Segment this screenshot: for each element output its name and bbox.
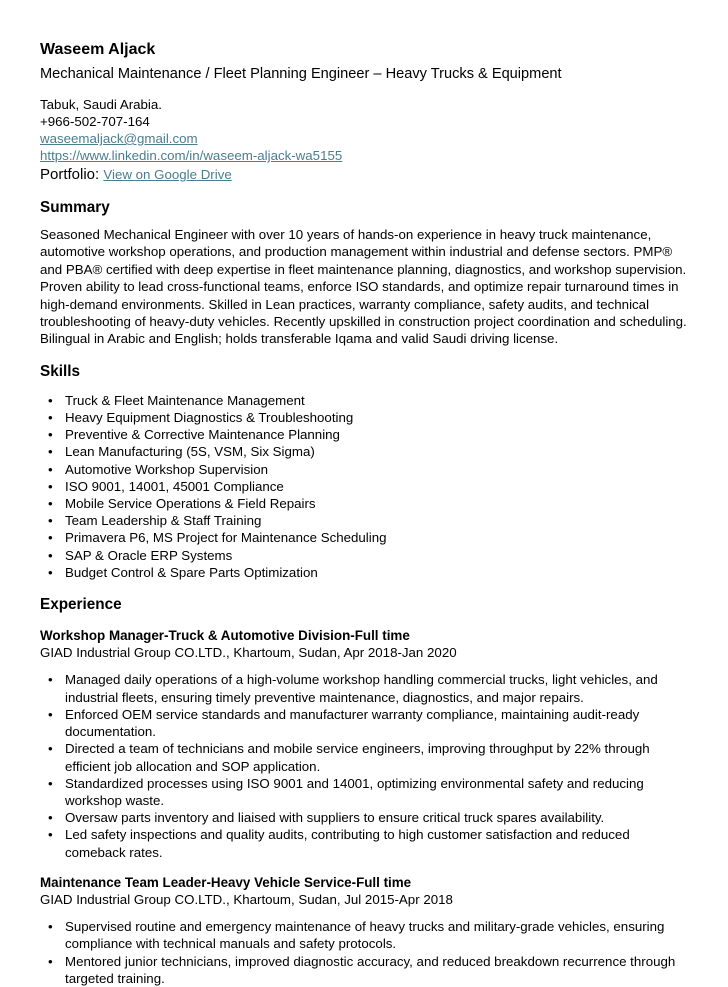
linkedin-link[interactable]: https://www.linkedin.com/in/waseem-aljack-wa5155	[40, 148, 343, 163]
job-bullet-text: Supervised routine and emergency maintenance of heavy trucks and military-grade vehicles, ensuring compliance with technical manuals and safety protocols.	[65, 919, 665, 952]
list-item	[40, 461, 690, 478]
contact-location: Tabuk, Saudi Arabia.	[40, 97, 162, 112]
section-experience	[40, 595, 690, 987]
skill-text: Primavera P6, MS Project for Maintenance Scheduling	[65, 530, 387, 546]
skill-text: Team Leadership & Staff Training	[65, 513, 262, 529]
skill-text: Heavy Equipment Diagnostics & Troubleshooting	[65, 410, 354, 426]
summary-heading: Summary	[40, 199, 110, 216]
list-item	[40, 671, 690, 705]
skills-list	[40, 392, 690, 581]
experience-heading: Experience	[40, 596, 122, 614]
list-item	[40, 478, 690, 495]
skill-text: Automotive Workshop Supervision	[65, 461, 268, 477]
skill-text: Preventive & Corrective Maintenance Planning	[65, 427, 340, 443]
list-item	[40, 918, 690, 952]
list-item	[40, 809, 690, 826]
skill-text: Lean Manufacturing (5S, VSM, Six Sigma)	[65, 444, 315, 460]
list-item	[40, 547, 690, 564]
portfolio-drive-link[interactable]: View on Google Drive	[103, 167, 232, 182]
job-entry	[40, 627, 690, 861]
list-item	[40, 409, 690, 426]
job-bullet-text: Standardized processes using ISO 9001 and 14001, optimizing environmental safety and reducing workshop waste.	[65, 775, 644, 808]
job-company-line: GIAD Industrial Group CO.LTD., Khartoum, Sudan, Jul 2015-Apr 2018	[40, 891, 453, 907]
list-item	[40, 775, 690, 809]
job-entry	[40, 874, 690, 987]
contact-phone: +966-502-707-164	[40, 114, 150, 129]
skills-heading: Skills	[40, 362, 80, 380]
bullet-icon: •	[48, 547, 53, 563]
portfolio-label: Portfolio:	[40, 166, 100, 183]
job-bullet-text: Enforced OEM service standards and manufacturer warranty compliance, maintaining audit-ready documentation.	[65, 706, 640, 740]
bullet-icon: •	[48, 392, 53, 408]
list-item	[40, 706, 690, 740]
bullet-icon: •	[48, 410, 53, 426]
bullet-icon: •	[48, 775, 53, 791]
bullet-icon: •	[48, 427, 53, 443]
bullet-icon: •	[48, 496, 53, 512]
list-item	[40, 392, 690, 409]
job-bullet-text: Led safety inspections and quality audits, contributing to high customer satisfaction and reduced comeback rates.	[65, 827, 630, 860]
job-bullet-text: Oversaw parts inventory and liaised with suppliers to ensure critical truck spares availability.	[65, 810, 605, 826]
list-item	[40, 529, 690, 546]
job-title: Maintenance Team Leader-Heavy Vehicle Service-Full time	[40, 874, 412, 890]
bullet-icon: •	[48, 741, 53, 757]
person-name: Waseem Aljack	[40, 41, 156, 58]
bullet-icon: •	[48, 706, 53, 722]
job-bullet-text: Managed daily operations of a high-volume workshop handling commercial trucks, light vehicles, and industrial fleets, ensuring timely preventive maintenance, diagnostics, and major repairs.	[65, 672, 658, 705]
list-item	[40, 564, 690, 581]
job-company-line: GIAD Industrial Group CO.LTD., Khartoum, Sudan, Apr 2018-Jan 2020	[40, 645, 457, 661]
list-item	[40, 512, 690, 529]
bullet-icon: •	[48, 810, 53, 826]
bullet-icon: •	[48, 827, 53, 843]
bullet-icon: •	[48, 919, 53, 935]
bullet-icon: •	[48, 953, 53, 969]
skill-text: Mobile Service Operations & Field Repairs	[65, 496, 316, 512]
job-bullet-text: Directed a team of technicians and mobile service engineers, improving throughput by 22% through efficient job allocation and SOP application.	[65, 741, 650, 774]
summary-text: Seasoned Mechanical Engineer with over 10 years of hands-on experience in heavy truck maintenance, automotive workshop operations, and production management within industrial and defense sectors. PMP® and PBA® certified with deep expertise in fleet maintenance planning, diagnostics, and workshop supervision. Proven ability to lead cross-functional teams, enforce ISO standards, and optimize repair turnaround times in high-demand environments. Skilled in Lean practices, warranty compliance, safety audits, and technical troubleshooting of heavy-duty vehicles. Recently upskilled in construction project coordination and scheduling. Bilingual in Arabic and English; holds transferable Iqama and valid Saudi driving license.	[40, 227, 687, 347]
list-item	[40, 953, 690, 987]
bullet-icon: •	[48, 564, 53, 580]
job-bullet-list	[40, 918, 690, 987]
skill-text: SAP & Oracle ERP Systems	[65, 547, 233, 563]
list-item	[40, 443, 690, 460]
bullet-icon: •	[48, 513, 53, 529]
email-link[interactable]: waseemaljack@gmail.com	[40, 131, 198, 146]
bullet-icon: •	[48, 444, 53, 460]
job-bullet-text: Mentored junior technicians, improved diagnostic accuracy, and reduced breakdown recurrence through targeted training.	[65, 953, 676, 986]
portfolio-line	[40, 165, 690, 184]
person-job-title: Mechanical Maintenance / Fleet Planning Engineer – Heavy Trucks & Equipment	[40, 66, 562, 82]
bullet-icon: •	[48, 478, 53, 494]
resume-header	[40, 40, 690, 184]
list-item	[40, 495, 690, 512]
skill-text: Truck & Fleet Maintenance Management	[65, 392, 305, 408]
job-title: Workshop Manager-Truck & Automotive Division-Full time	[40, 628, 410, 644]
bullet-icon: •	[48, 461, 53, 477]
bullet-icon: •	[48, 530, 53, 546]
job-bullet-list	[40, 671, 690, 860]
list-item	[40, 826, 690, 860]
section-summary	[40, 198, 690, 348]
skill-text: ISO 9001, 14001, 45001 Compliance	[65, 478, 284, 494]
list-item	[40, 426, 690, 443]
bullet-icon: •	[48, 672, 53, 688]
skill-text: Budget Control & Spare Parts Optimization	[65, 564, 318, 580]
list-item	[40, 740, 690, 774]
section-skills	[40, 362, 690, 581]
